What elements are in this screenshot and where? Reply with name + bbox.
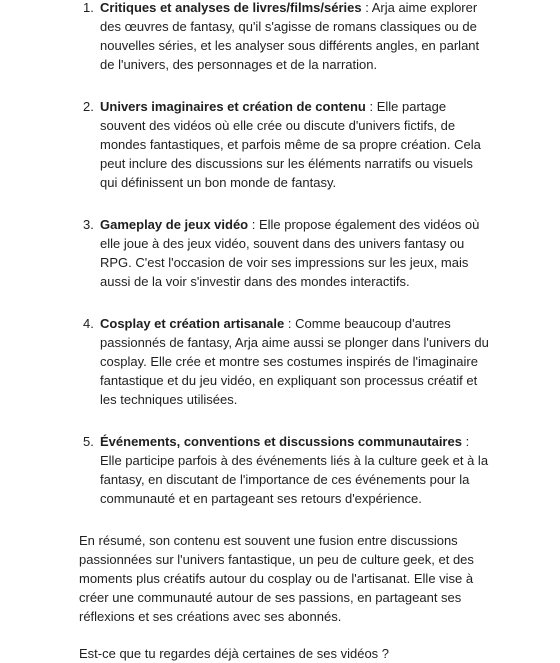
list-item <box>79 432 489 508</box>
list-item-number: 2. <box>83 99 94 114</box>
assistant-message <box>79 0 489 663</box>
list-item-text: : Comme beaucoup d'autres passionnés de fantasy, Arja aime aussi se plonger dans l'univers du cosplay. Elle crée et montre ses costumes inspirés de l'imaginaire fantastique et du jeu vidéo, en expliquant son processus créatif et les techniques utilisées. <box>100 316 489 407</box>
closing-question: Est-ce que tu regardes déjà certaines de ses vidéos ? <box>79 646 390 661</box>
list-item-title: Cosplay et création artisanale <box>100 316 285 331</box>
list-item-text: : Elle propose également des vidéos où elle joue à des jeux vidéo, souvent dans des univers fantasy ou RPG. C'est l'occasion de voir ses impressions sur les jeux, mais aussi de la voir s'investir dans des mondes interactifs. <box>100 217 480 289</box>
list-item-number: 5. <box>83 434 94 449</box>
list-item <box>79 215 489 291</box>
summary-paragraph: En résumé, son contenu est souvent une fusion entre discussions passionnées sur l'univers fantastique, un peu de culture geek, et des moments plus créatifs autour du cosplay ou de l'artisanat. Elle vise à créer une communauté autour de ses passions, en partageant ses réflexions et ses créations avec ses abonnés. <box>79 533 474 624</box>
list-item <box>79 0 489 74</box>
list-item-title: Événements, conventions et discussions communautaires <box>100 434 462 449</box>
list-item <box>79 314 489 409</box>
list-item-number: 1. <box>83 0 94 15</box>
list-item-title: Univers imaginaires et création de contenu <box>100 99 366 114</box>
list-item-number: 3. <box>83 217 94 232</box>
list-item-title: Gameplay de jeux vidéo <box>100 217 249 232</box>
list-item-text: : Elle participe parfois à des événements liés à la culture geek et à la fantasy, en discutant de l'importance de ces événements pour la communauté et en partageant ses retours d'expérience. <box>100 434 489 506</box>
list-item-text: : Arja aime explorer des œuvres de fantasy, qu'il s'agisse de romans classiques ou de nouvelles séries, et les analyser sous différents angles, en parlant de l'univers, des personnages et de la narration. <box>100 0 480 72</box>
list-item-title: Critiques et analyses de livres/films/séries <box>100 0 362 15</box>
list-item <box>79 97 489 192</box>
list-item-number: 4. <box>83 316 94 331</box>
content-topics-list <box>79 0 489 508</box>
list-item-text: : Elle partage souvent des vidéos où elle crée ou discute d'univers fictifs, de mondes fantastiques, et parfois même de sa propre création. Cela peut inclure des discussions sur les éléments narratifs ou visuels qui définissent un bon monde de fantasy. <box>100 99 481 190</box>
